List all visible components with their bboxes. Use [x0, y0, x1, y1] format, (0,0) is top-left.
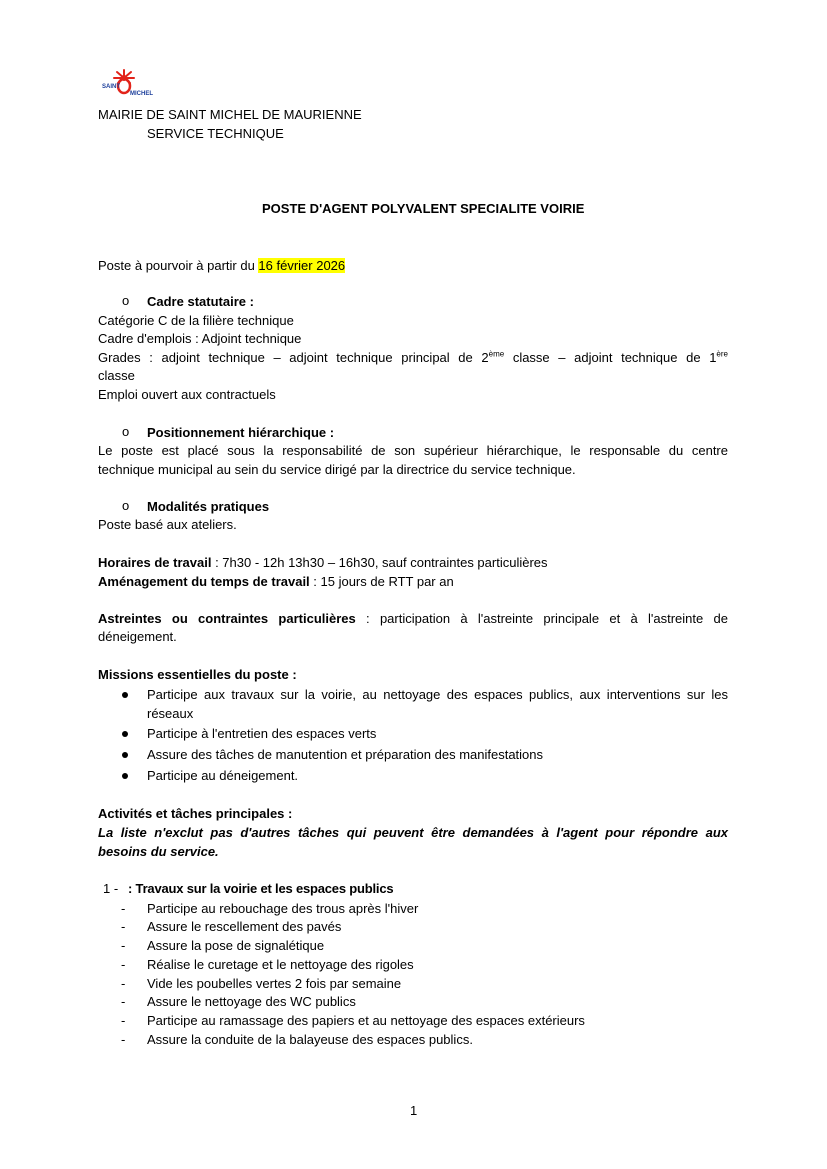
cadre-emploi: Emploi ouvert aux contractuels [98, 387, 276, 402]
astreintes-line1 [98, 610, 728, 628]
task-item: Vide les poubelles vertes 2 fois par semaine [147, 976, 402, 991]
activites-note-line2: besoins du service. [98, 844, 219, 859]
bullet-dot-icon [122, 731, 128, 737]
task-item: Participe au rebouchage des trous après l'hiver [147, 901, 419, 916]
page-title: POSTE D'AGENT POLYVALENT SPECIALITE VOIRIE [262, 201, 585, 216]
task-item: Assure le nettoyage des WC publics [147, 994, 356, 1009]
list-dash: - [121, 1032, 126, 1047]
astreintes-line2: déneigement. [98, 629, 177, 644]
task-item: Assure la conduite de la balayeuse des espaces publics. [147, 1032, 473, 1047]
amenagement-value: : 15 jours de RTT par an [309, 574, 454, 589]
availability-line [98, 257, 345, 275]
availability-date: 16 février 2026 [258, 258, 346, 273]
task-item: Participe au ramassage des papiers et au nettoyage des espaces extérieurs [147, 1013, 585, 1028]
astreintes-value: : participation à l'astreinte principale et à l'astreinte de [355, 611, 728, 626]
missions-heading: Missions essentielles du poste : [98, 667, 297, 682]
cadre-grades [98, 349, 728, 367]
section1-number: 1 - [103, 881, 119, 896]
mission-item-continuation: réseaux [147, 706, 194, 721]
bullet-dot-icon [122, 773, 128, 779]
mission-item: Participe aux travaux sur la voirie, au nettoyage des espaces publics, aux interventions sur les [147, 687, 728, 702]
availability-prefix: Poste à pourvoir à partir du [98, 258, 259, 273]
modalites-line1: Poste basé aux ateliers. [98, 517, 237, 532]
positionnement-line1: Le poste est placé sous la responsabilité de son supérieur hiérarchique, le responsable du centre [98, 443, 728, 458]
astreintes-label: Astreintes ou contraintes particulières [98, 611, 356, 626]
logo-text-michel: MICHEL [130, 91, 153, 97]
positionnement-heading: Positionnement hiérarchique : [147, 425, 335, 440]
mairie-name: MAIRIE DE SAINT MICHEL DE MAURIENNE [98, 107, 362, 122]
mission-item: Participe à l'entretien des espaces verts [147, 726, 377, 741]
cadre-grades-line2: classe [98, 368, 135, 383]
list-dash: - [121, 901, 126, 916]
activites-heading: Activités et tâches principales : [98, 806, 293, 821]
activites-note-line1: La liste n'exclut pas d'autres tâches qui peuvent être demandées à l'agent pour répondre aux [98, 825, 728, 840]
page-number: 1 [410, 1103, 418, 1118]
amenagement-label: Aménagement du temps de travail [98, 574, 310, 589]
cadre-heading: Cadre statutaire : [147, 294, 254, 309]
task-item: Réalise le curetage et le nettoyage des rigoles [147, 957, 414, 972]
mission-item: Assure des tâches de manutention et préparation des manifestations [147, 747, 544, 762]
amenagement-line [98, 573, 454, 591]
service-name: SERVICE TECHNIQUE [147, 126, 284, 141]
modalites-heading: Modalités pratiques [147, 499, 270, 514]
list-dash: - [121, 976, 126, 991]
logo-text-saint: SAINT [102, 84, 120, 90]
cadre-categorie: Catégorie C de la filière technique [98, 313, 294, 328]
task-item: Assure la pose de signalétique [147, 938, 325, 953]
grades-part1: Grades : adjoint technique – adjoint technique principal de 2 [98, 350, 489, 365]
task-item: Assure le rescellement des pavés [147, 919, 342, 934]
cadre-bullet: o [122, 293, 130, 308]
positionnement-line2: technique municipal au sein du service dirigé par la directrice du service technique. [98, 462, 576, 477]
mission-item: Participe au déneigement. [147, 768, 299, 783]
list-dash: - [121, 994, 126, 1009]
positionnement-bullet: o [122, 424, 130, 439]
grades-sup2: ère [716, 349, 728, 359]
list-dash: - [121, 919, 126, 934]
grades-part2: classe – adjoint technique de 1 [504, 350, 717, 365]
horaires-line [98, 554, 548, 572]
cadre-emplois: Cadre d'emplois : Adjoint technique [98, 331, 302, 346]
list-dash: - [121, 957, 126, 972]
list-dash: - [121, 1013, 126, 1028]
list-dash: - [121, 938, 126, 953]
modalites-bullet: o [122, 498, 130, 513]
bullet-dot-icon [122, 752, 128, 758]
horaires-label: Horaires de travail [98, 555, 212, 570]
town-logo [100, 68, 162, 104]
section1-heading: : Travaux sur la voirie et les espaces publics [128, 881, 394, 896]
horaires-value: : 7h30 - 12h 13h30 – 16h30, sauf contraintes particulières [211, 555, 548, 570]
grades-sup1: ème [488, 349, 505, 359]
bullet-dot-icon [122, 692, 128, 698]
